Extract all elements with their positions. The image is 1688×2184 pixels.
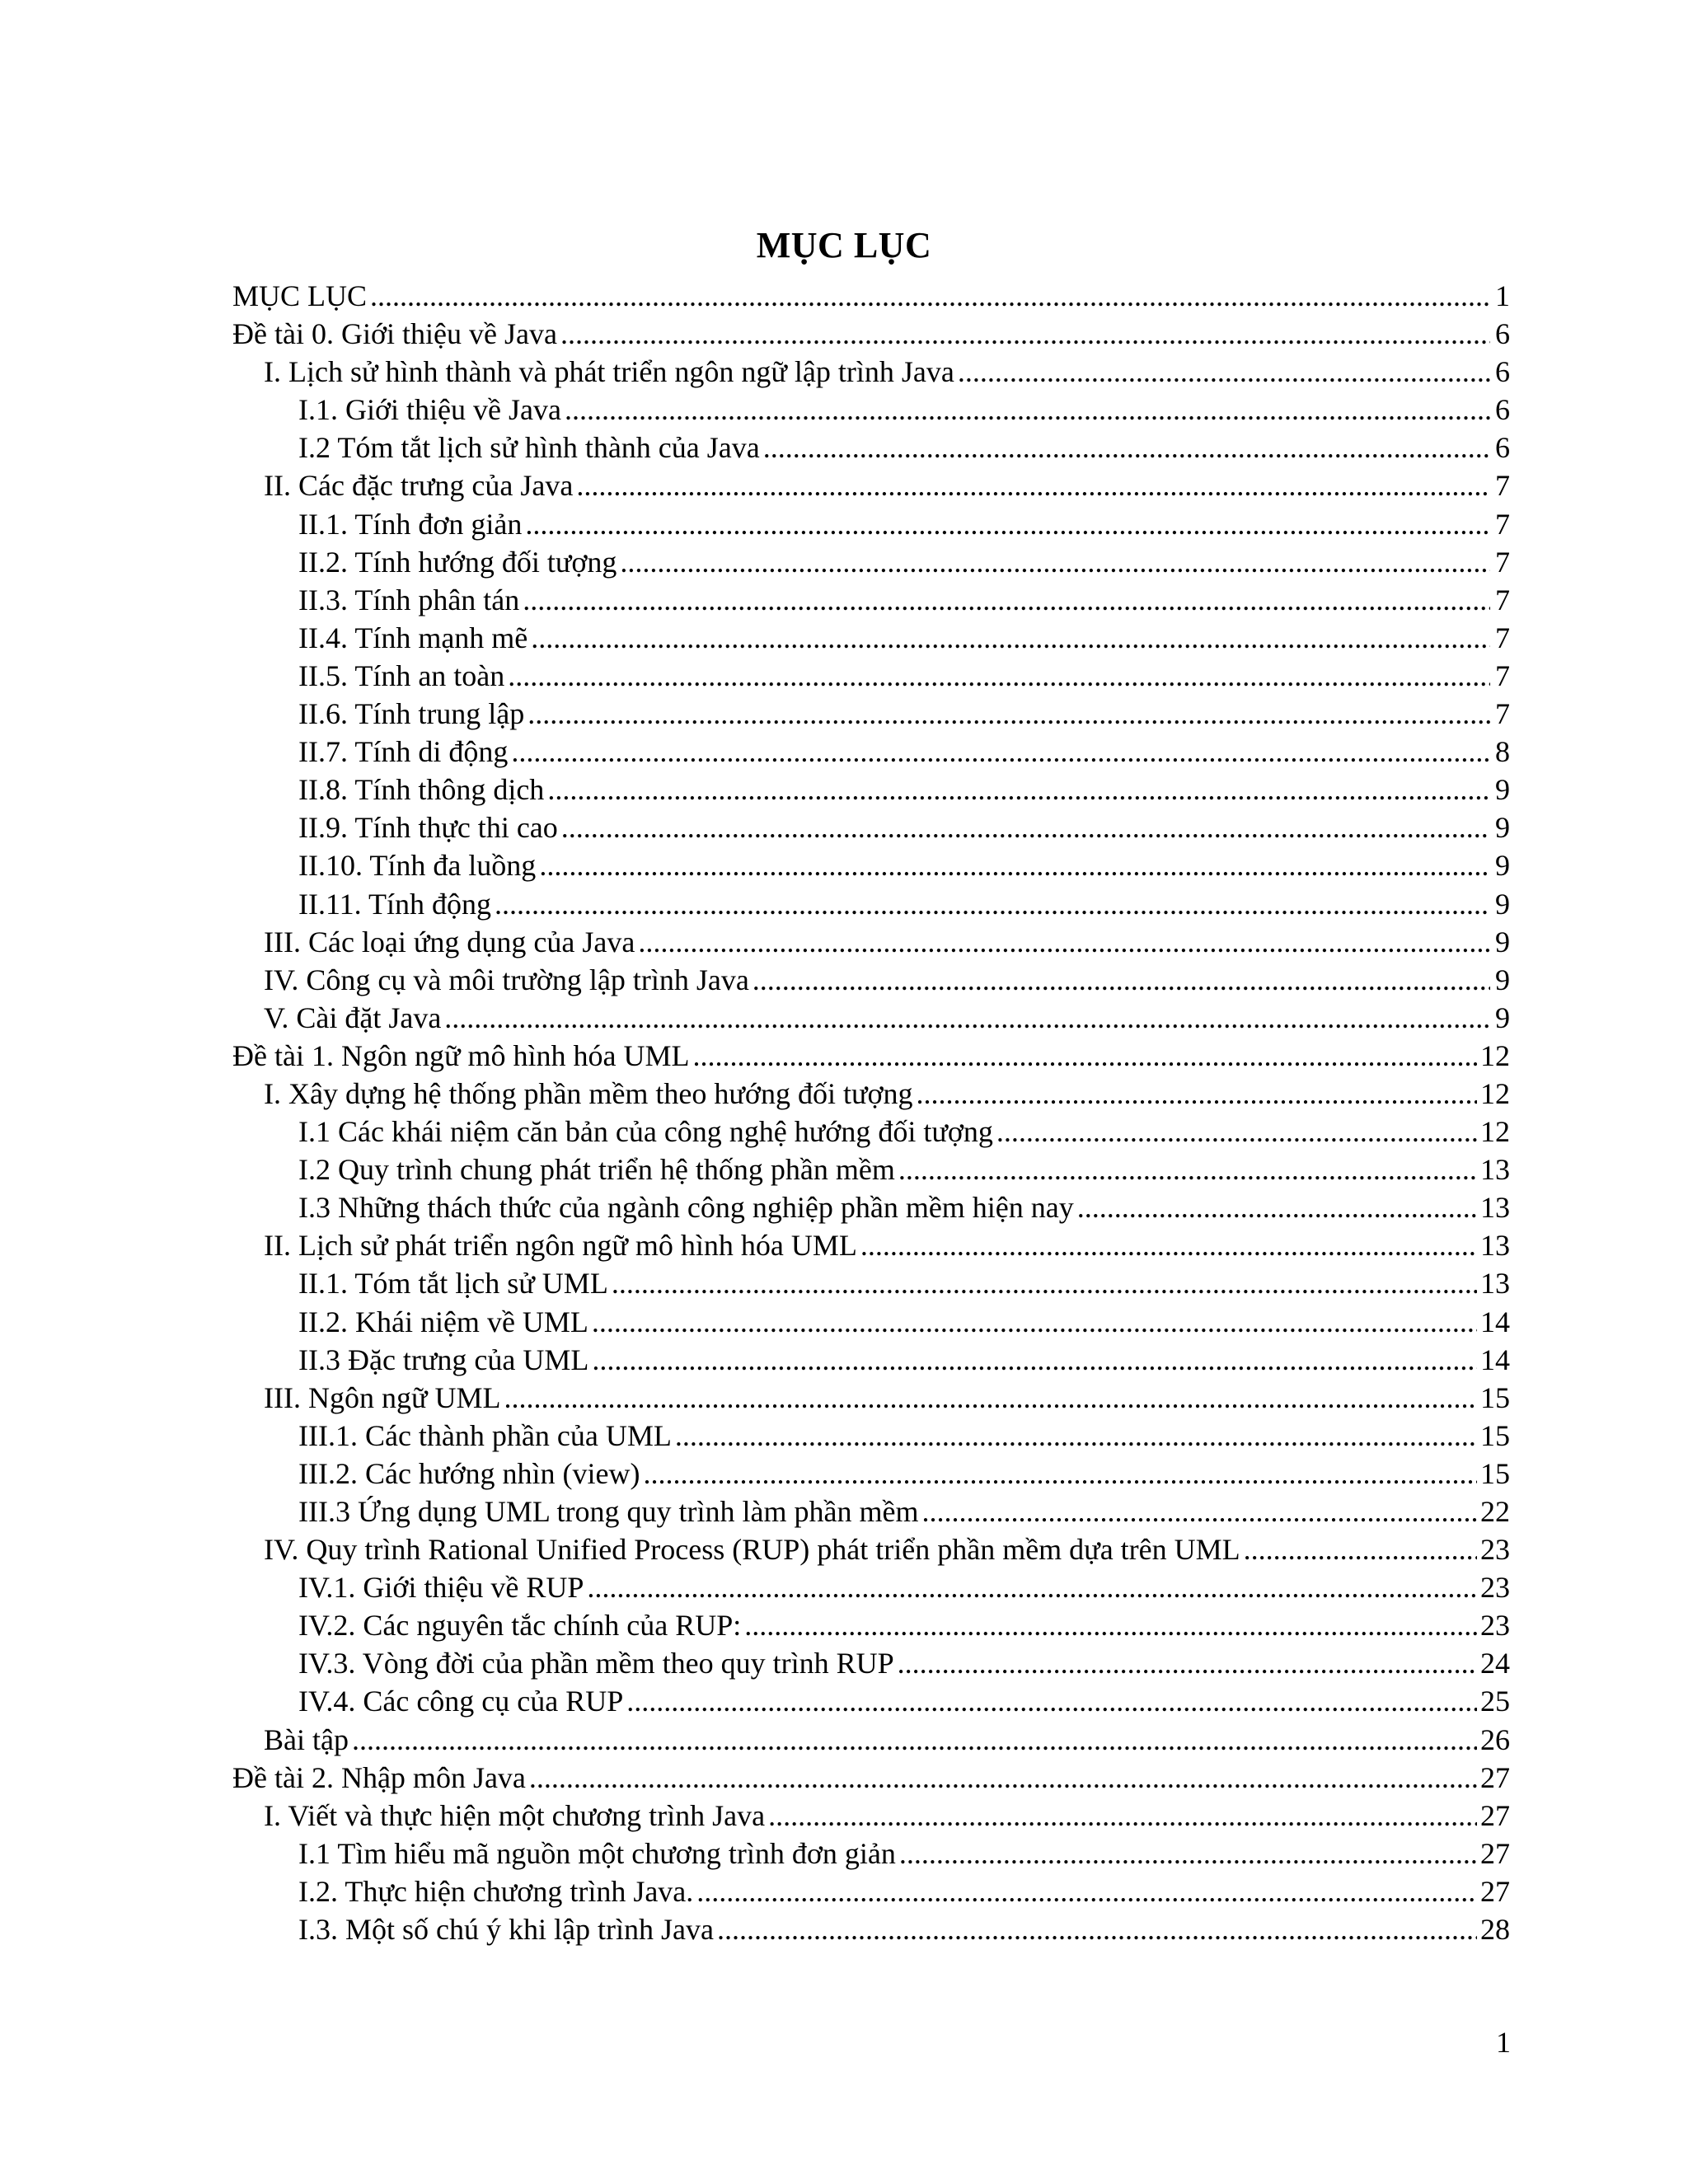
page-number: 1	[1496, 2026, 1511, 2059]
toc-entry-title: I.3. Một số chú ý khi lập trình Java	[298, 1913, 714, 1947]
toc-entry-page: 13	[1480, 1153, 1510, 1187]
toc-entry-page: 15	[1480, 1418, 1510, 1452]
toc-entry-page: 6	[1495, 317, 1510, 351]
toc-entry[interactable]	[232, 808, 1510, 846]
toc-entry[interactable]	[232, 846, 1510, 884]
toc-entry-page: 24	[1480, 1647, 1510, 1680]
toc-dot-leader	[958, 353, 1490, 391]
toc-entry-page: 27	[1480, 1836, 1510, 1870]
toc-dot-leader	[587, 1568, 1477, 1606]
toc-entry[interactable]	[232, 315, 1510, 353]
toc-dot-leader	[899, 1835, 1477, 1872]
toc-entry-page: 15	[1480, 1380, 1510, 1414]
toc-entry-page: 23	[1480, 1533, 1510, 1567]
toc-entry[interactable]	[232, 771, 1510, 808]
toc-entry[interactable]	[232, 733, 1510, 771]
toc-entry-title: II.2. Tính hướng đối tượng	[298, 545, 617, 579]
toc-entry-title: I.2 Tóm tắt lịch sử hình thành của Java	[298, 431, 760, 465]
toc-entry-title: IV.2. Các nguyên tắc chính của RUP:	[298, 1609, 742, 1643]
toc-entry-page: 9	[1495, 849, 1510, 883]
toc-dot-leader	[744, 1606, 1477, 1644]
toc-dot-leader	[768, 1797, 1477, 1835]
toc-entry-title: I.2 Quy trình chung phát triển hệ thống phần mềm	[298, 1153, 895, 1187]
toc-entry-page: 7	[1495, 658, 1510, 692]
toc-entry[interactable]	[232, 1037, 1510, 1075]
toc-entry[interactable]	[232, 1682, 1510, 1720]
toc-entry[interactable]	[232, 1606, 1510, 1644]
toc-dot-leader	[592, 1303, 1477, 1341]
toc-dot-leader	[592, 1341, 1477, 1379]
toc-dot-leader	[643, 1455, 1477, 1493]
toc-entry[interactable]	[232, 923, 1510, 961]
toc-dot-leader	[1244, 1530, 1477, 1568]
toc-entry[interactable]	[232, 505, 1510, 543]
toc-entry[interactable]	[232, 1417, 1510, 1455]
toc-dot-leader	[444, 999, 1490, 1037]
toc-entry[interactable]	[232, 1113, 1510, 1151]
toc-dot-leader	[620, 543, 1490, 581]
toc-entry[interactable]	[232, 1910, 1510, 1948]
toc-entry-title: I. Xây dựng hệ thống phần mềm theo hướng đối tượng	[264, 1076, 913, 1110]
toc-entry-page: 14	[1480, 1343, 1510, 1376]
toc-entry-page: 9	[1495, 963, 1510, 996]
toc-entry[interactable]	[232, 961, 1510, 999]
toc-entry-title: Bài tập	[264, 1722, 349, 1756]
toc-entry[interactable]	[232, 1226, 1510, 1264]
toc-entry-page: 27	[1480, 1760, 1510, 1794]
toc-entry[interactable]	[232, 619, 1510, 657]
page-title: MỤC LỤC	[756, 225, 932, 265]
toc-entry-page: 27	[1480, 1798, 1510, 1832]
toc-entry-title: II.9. Tính thực thi cao	[298, 811, 558, 845]
toc-entry-title: V. Cài đặt Java	[264, 1001, 442, 1034]
toc-entry-page: 7	[1495, 469, 1510, 503]
toc-entry-page: 7	[1495, 621, 1510, 654]
toc-entry-page: 8	[1495, 735, 1510, 769]
toc-entry-title: I.1. Giới thiệu về Java	[298, 393, 561, 427]
toc-dot-leader	[763, 429, 1490, 466]
toc-dot-leader	[560, 315, 1490, 353]
toc-entry-title: IV.4. Các công cụ của RUP	[298, 1685, 624, 1718]
toc-entry[interactable]	[232, 1835, 1510, 1872]
toc-entry-title: II.4. Tính mạnh mẽ	[298, 621, 528, 654]
toc-dot-leader	[917, 1075, 1478, 1113]
toc-entry-title: III.1. Các thành phần của UML	[298, 1418, 672, 1452]
toc-entry-page: 23	[1480, 1609, 1510, 1643]
toc-dot-leader	[675, 1417, 1477, 1455]
toc-entry-title: III.3 Ứng dụng UML trong quy trình làm phần mềm	[298, 1495, 919, 1528]
toc-entry[interactable]	[232, 1568, 1510, 1606]
toc-entry-title: II.3 Đặc trưng của UML	[298, 1343, 589, 1376]
toc-dot-leader	[547, 771, 1490, 808]
toc-dot-leader	[898, 1151, 1477, 1188]
toc-entry-title: II.10. Tính đa luồng	[298, 849, 537, 883]
toc-entry-page: 7	[1495, 545, 1510, 579]
toc-entry-page: 13	[1480, 1191, 1510, 1225]
toc-entry-page: 7	[1495, 507, 1510, 541]
toc-dot-leader	[528, 695, 1490, 733]
toc-entry-page: 12	[1480, 1038, 1510, 1072]
toc-entry-title: II.11. Tính động	[298, 887, 491, 921]
toc-entry-page: 9	[1495, 887, 1510, 921]
toc-entry-page: 6	[1495, 355, 1510, 389]
toc-entry[interactable]	[232, 1188, 1510, 1226]
toc-dot-leader	[692, 1037, 1477, 1075]
table-of-contents	[232, 277, 1510, 1948]
toc-entry[interactable]	[232, 353, 1510, 391]
toc-entry-title: III. Ngôn ngữ UML	[264, 1380, 501, 1414]
toc-dot-leader	[753, 961, 1490, 999]
toc-entry-page: 12	[1480, 1076, 1510, 1110]
toc-entry[interactable]	[232, 1379, 1510, 1417]
toc-dot-leader	[898, 1644, 1477, 1682]
toc-entry[interactable]	[232, 695, 1510, 733]
toc-dot-leader	[531, 619, 1490, 657]
toc-dot-leader	[717, 1910, 1477, 1948]
toc-entry-page: 6	[1495, 431, 1510, 465]
toc-entry-title: I.1 Tìm hiểu mã nguồn một chương trình đơn giản	[298, 1836, 896, 1870]
toc-entry[interactable]	[232, 1872, 1510, 1910]
toc-entry-title: Đề tài 0. Giới thiệu về Java	[232, 317, 557, 351]
toc-entry-page: 1	[1495, 279, 1510, 312]
toc-dot-leader	[576, 466, 1490, 504]
toc-entry[interactable]	[232, 1303, 1510, 1341]
toc-entry[interactable]	[232, 543, 1510, 581]
toc-entry-title: II.2. Khái niệm về UML	[298, 1305, 588, 1338]
toc-entry-title: Đề tài 2. Nhập môn Java	[232, 1760, 526, 1794]
toc-entry[interactable]	[232, 1151, 1510, 1188]
toc-entry-title: IV. Công cụ và môi trường lập trình Java	[264, 963, 749, 996]
toc-dot-leader	[565, 391, 1490, 429]
toc-entry[interactable]	[232, 581, 1510, 619]
toc-entry-page: 15	[1480, 1456, 1510, 1490]
toc-entry-page: 13	[1480, 1229, 1510, 1263]
toc-dot-leader	[860, 1226, 1477, 1264]
toc-entry-page: 28	[1480, 1913, 1510, 1947]
toc-dot-leader	[1077, 1188, 1477, 1226]
toc-entry-title: II. Lịch sử phát triển ngôn ngữ mô hình hóa UML	[264, 1229, 857, 1263]
toc-dot-leader	[529, 1759, 1477, 1797]
toc-entry[interactable]	[232, 1264, 1510, 1302]
toc-entry-title: II.1. Tóm tắt lịch sử UML	[298, 1267, 608, 1301]
toc-entry[interactable]	[232, 466, 1510, 504]
toc-dot-leader	[352, 1721, 1477, 1759]
toc-entry-page: 9	[1495, 773, 1510, 807]
toc-dot-leader	[504, 1379, 1477, 1417]
toc-entry[interactable]	[232, 1075, 1510, 1113]
toc-entry[interactable]	[232, 1341, 1510, 1379]
toc-entry-page: 27	[1480, 1874, 1510, 1908]
toc-dot-leader	[370, 277, 1490, 315]
toc-entry-title: MỤC LỤC	[232, 279, 368, 312]
toc-dot-leader	[523, 581, 1490, 619]
toc-dot-leader	[511, 733, 1490, 771]
toc-entry[interactable]	[232, 1644, 1510, 1682]
toc-entry-title: IV. Quy trình Rational Unified Process (RUP) phát triển phần mềm dựa trên UML	[264, 1533, 1240, 1567]
toc-dot-leader	[495, 885, 1490, 923]
toc-dot-leader	[525, 505, 1490, 543]
toc-entry[interactable]	[232, 1493, 1510, 1530]
toc-entry-page: 23	[1480, 1571, 1510, 1605]
toc-entry[interactable]	[232, 1455, 1510, 1493]
toc-entry-title: II.1. Tính đơn giản	[298, 507, 523, 541]
toc-entry-title: II.3. Tính phân tán	[298, 583, 520, 616]
toc-entry-page: 9	[1495, 811, 1510, 845]
toc-entry-page: 13	[1480, 1267, 1510, 1301]
toc-entry[interactable]	[232, 657, 1510, 695]
toc-entry[interactable]	[232, 999, 1510, 1037]
toc-entry-page: 14	[1480, 1305, 1510, 1338]
toc-dot-leader	[508, 657, 1490, 695]
toc-entry-title: Đề tài 1. Ngôn ngữ mô hình hóa UML	[232, 1038, 690, 1072]
toc-entry-title: II. Các đặc trưng của Java	[264, 469, 574, 503]
toc-entry-page: 22	[1480, 1495, 1510, 1528]
toc-entry-page: 9	[1495, 1001, 1510, 1034]
toc-dot-leader	[696, 1872, 1477, 1910]
toc-entry[interactable]	[232, 391, 1510, 429]
toc-entry-page: 9	[1495, 925, 1510, 958]
toc-entry[interactable]	[232, 277, 1510, 315]
toc-dot-leader	[638, 923, 1490, 961]
toc-entry-page: 12	[1480, 1115, 1510, 1149]
toc-entry[interactable]	[232, 1759, 1510, 1797]
toc-entry-title: II.7. Tính di động	[298, 735, 509, 769]
toc-entry-title: I.2. Thực hiện chương trình Java.	[298, 1874, 694, 1908]
toc-entry-title: II.8. Tính thông dịch	[298, 773, 545, 807]
toc-entry-title: I. Viết và thực hiện một chương trình Java	[264, 1798, 766, 1832]
toc-entry[interactable]	[232, 1530, 1510, 1568]
toc-entry[interactable]	[232, 1797, 1510, 1835]
toc-entry-title: IV.1. Giới thiệu về RUP	[298, 1571, 584, 1605]
toc-entry-title: III. Các loại ứng dụng của Java	[264, 925, 635, 958]
toc-entry-title: I. Lịch sử hình thành và phát triển ngôn ngữ lập trình Java	[264, 355, 954, 389]
toc-dot-leader	[561, 808, 1490, 846]
toc-entry-page: 25	[1480, 1685, 1510, 1718]
toc-dot-leader	[921, 1493, 1477, 1530]
toc-dot-leader	[626, 1682, 1477, 1720]
toc-entry-title: III.2. Các hướng nhìn (view)	[298, 1456, 640, 1490]
toc-entry[interactable]	[232, 885, 1510, 923]
toc-entry-title: I.1 Các khái niệm căn bản của công nghệ hướng đối tượng	[298, 1115, 993, 1149]
toc-entry-title: I.3 Những thách thức của ngành công nghiệp phần mềm hiện nay	[298, 1191, 1074, 1225]
toc-entry-title: IV.3. Vòng đời của phần mềm theo quy trình RUP	[298, 1647, 894, 1680]
toc-entry-title: II.5. Tính an toàn	[298, 658, 505, 692]
toc-dot-leader	[996, 1113, 1477, 1151]
toc-entry-page: 7	[1495, 583, 1510, 616]
toc-entry-page: 6	[1495, 393, 1510, 427]
toc-entry[interactable]	[232, 429, 1510, 466]
toc-entry-page: 7	[1495, 697, 1510, 731]
toc-entry-page: 26	[1480, 1722, 1510, 1756]
toc-dot-leader	[539, 846, 1490, 884]
toc-dot-leader	[612, 1264, 1477, 1302]
toc-entry[interactable]	[232, 1721, 1510, 1759]
toc-entry-title: II.6. Tính trung lập	[298, 697, 525, 731]
